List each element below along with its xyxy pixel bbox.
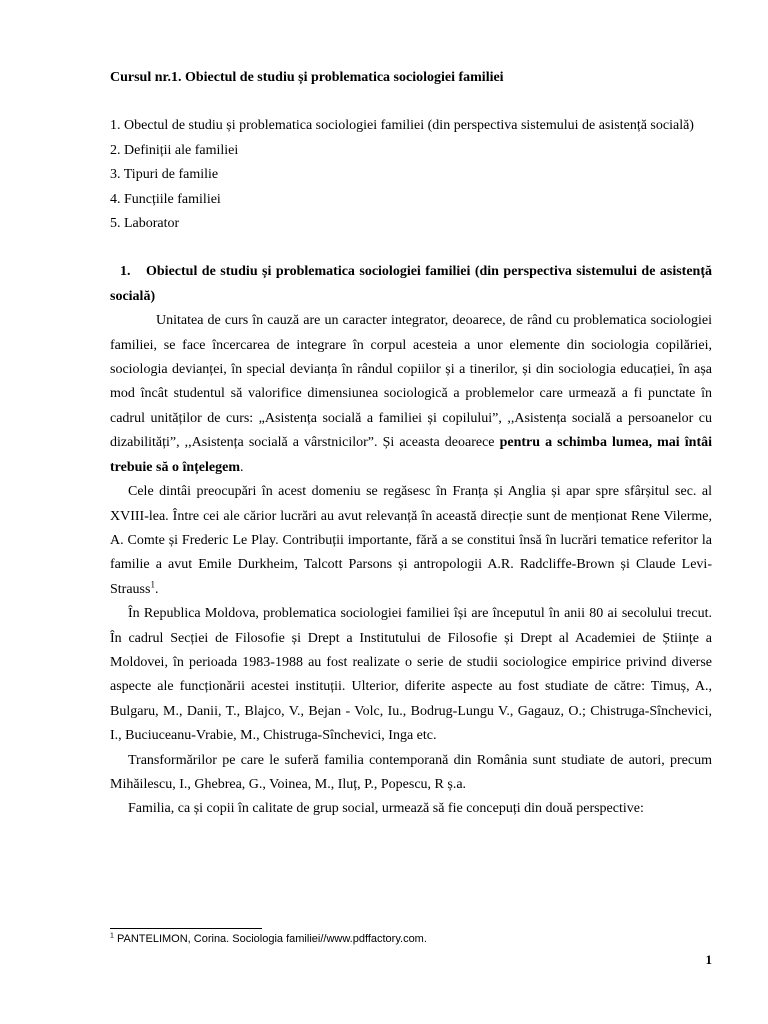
paragraph-end: . xyxy=(240,459,244,475)
paragraph-text: Unitatea de curs în cauză are un caracter integrator, deoarece, de rând cu problematica sociologiei familiei, se face încercarea de integrare în corpul acesteia a unor elemente din sociologia copilăriei, sociologia devianței, în special devianța în rândul copiilor și a tinerilor, și din sociologia educației, în așa mod încât studentul să valorifice dimensiunea sociologică a problemelor care urmează a fi punctate în cadrul unităților de curs: „Asistența socială a familiei și copilului”, ,,Asistența socială a persoanelor cu dizabilități”, ,,Asistența socială a vârstnicilor”. Și aceasta deoarece xyxy=(110,313,712,451)
paragraph-text: Cele dintâi preocupări în acest domeniu se regăsesc în Franța și Anglia și apar spre sfârșitul sec. al XVIII-lea. Între cei ale cărior lucrări au avut relevanță în această direcție sunt de menționat Rene Vilerme, A. Comte și Frederic Le Play. Contribuții importante, fără a se constitui însă în lucrări tematice referitor la familie a avut Emile Durkheim, Talcott Parsons și antropologii A.R. Radcliffe-Brown și Claude Levi- Strauss xyxy=(110,484,712,597)
paragraph xyxy=(110,480,712,602)
footnote-text: PANTELIMON, Corina. Sociologia familiei//www.pdffactory.com. xyxy=(113,933,427,945)
footnote-reference[interactable]: 1 xyxy=(150,579,155,590)
paragraph: Transformărilor pe care le suferă familia contemporană din România sunt studiate de autori, precum Mihăilescu, I., Ghebrea, G., Voinea, M., Iluț, P., Popescu, R ș.a. xyxy=(110,752,712,792)
section-heading-text: Obiectul de studiu și problematica sociologiei familiei (din perspectiva sistemului de asistență socială) xyxy=(110,264,712,304)
document-title: Cursul nr.1. Obiectul de studiu și problematica sociologiei familiei xyxy=(110,70,504,85)
toc-item: 1. Obectul de studiu și problematica sociologiei familiei (din perspectiva sistemului de asistență socială) xyxy=(110,118,694,134)
toc-item: 3. Tipuri de familie xyxy=(110,167,219,183)
toc-item: 2. Definiții ale familiei xyxy=(110,142,239,158)
toc-item: 4. Funcțiile familiei xyxy=(110,191,221,207)
section-number: 1. xyxy=(120,264,131,280)
document-body xyxy=(110,66,712,822)
paragraph xyxy=(110,309,712,480)
paragraph-end: . xyxy=(154,581,159,597)
paragraph: În Republica Moldova, problematica sociologiei familiei își are începutul în anii 80 ai secolului trecut. În cadrul Secției de Filosofie și Drept a Institutului de Filosofie și Drept al Academiei de Științe a Moldovei, în perioada 1983-1988 au fost realizate o serie de studii sociologice empirice privind diverse aspecte ale funcționării acestei instituții. Ulterior, diferite aspecte au fost studiate de către: Timuș, A., Bulgaru, M., Danii, T., Blajco, V., Bejan - Volc, Iu., Bodrug-Lungu V., Gagauz, O.; Chistruga-Sînchevici, I., Buciuceanu-Vrabie, M., Chistruga-Sînchevici, Inga etc. xyxy=(110,606,712,744)
emphasis-text: pentru a schimba lumea, mai întâi trebuie să o înțelegem xyxy=(110,435,712,475)
footnote xyxy=(110,932,712,946)
footnote-separator xyxy=(110,928,262,929)
page-number: 1 xyxy=(705,952,712,967)
table-of-contents xyxy=(110,114,712,236)
section-heading xyxy=(110,260,712,309)
toc-item: 5. Laborator xyxy=(110,216,180,232)
footnote-marker: 1 xyxy=(110,932,114,940)
paragraph: Familia, ca și copii în calitate de grup social, urmează să fie concepuți din două perspective: xyxy=(128,801,644,817)
